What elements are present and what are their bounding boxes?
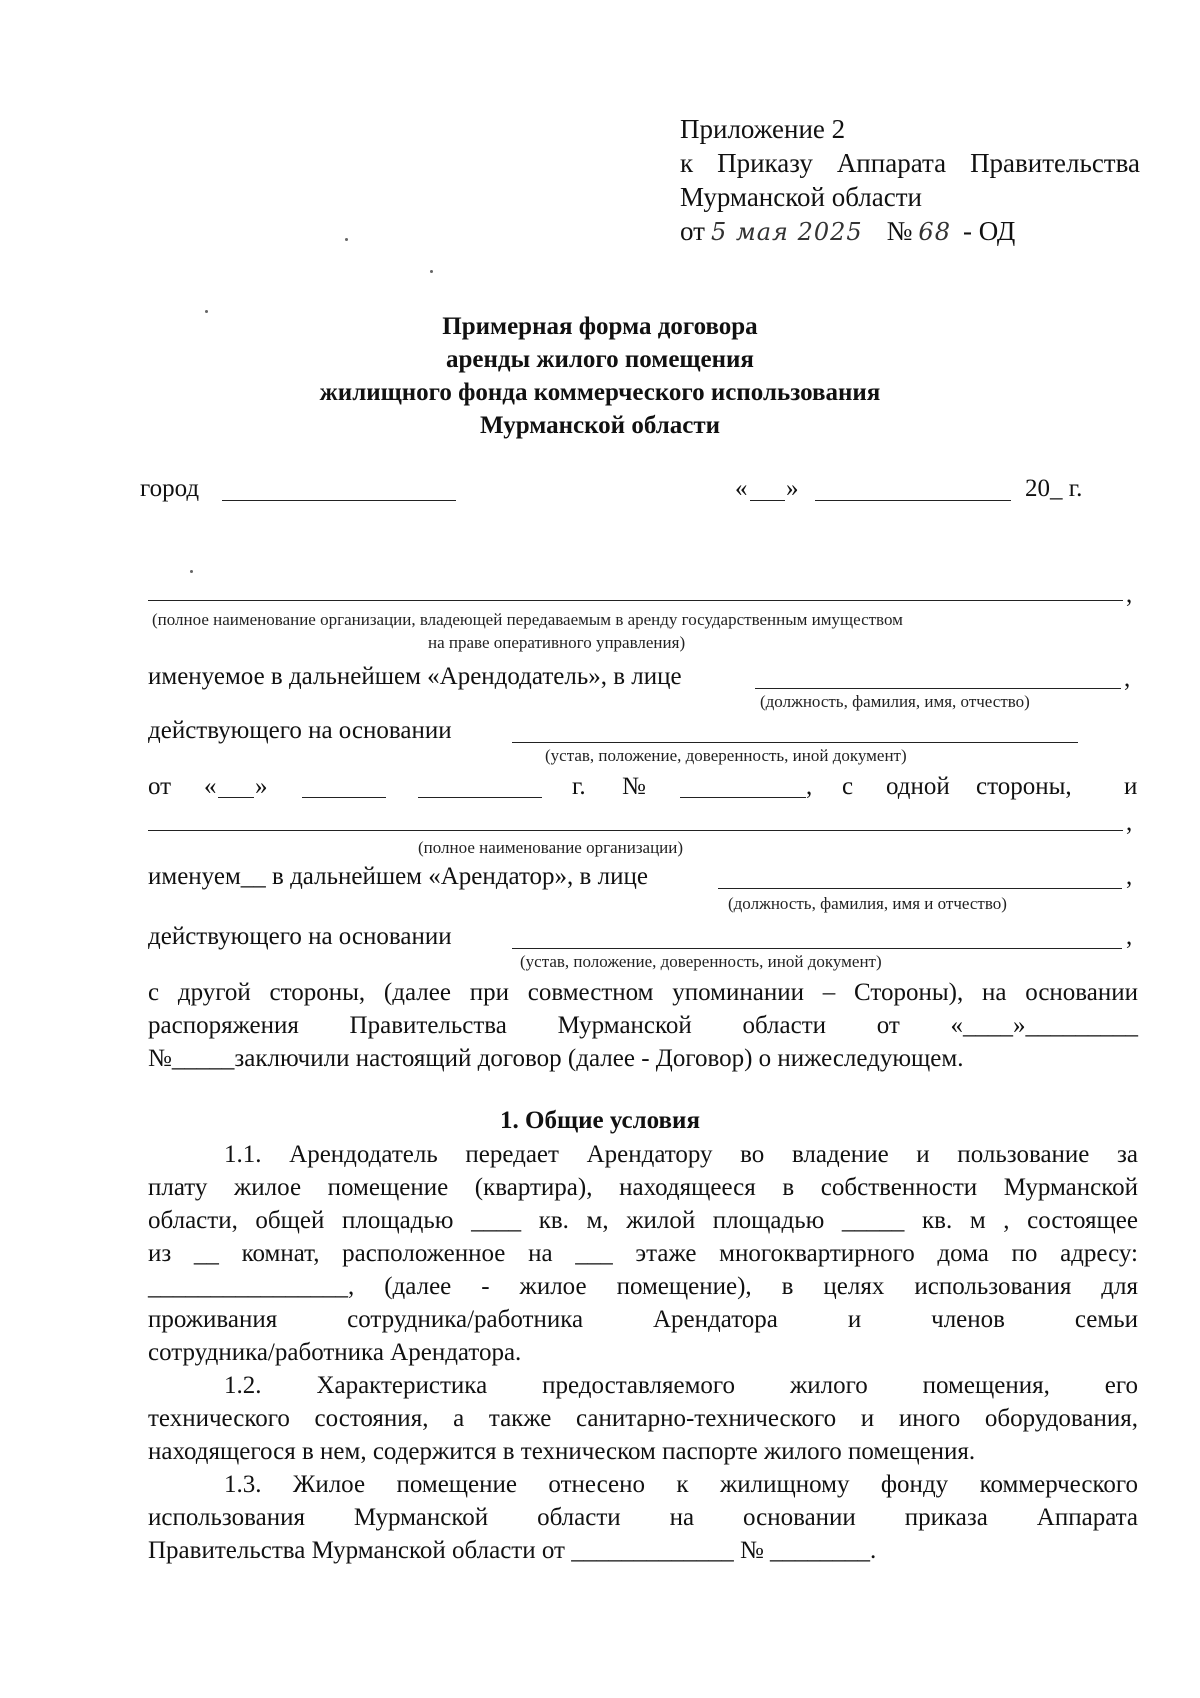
note-position-1: (должность, фамилия, имя, отчество) — [760, 692, 1030, 711]
clause-1-2 — [148, 1369, 1138, 1468]
month-field-line — [815, 500, 1011, 501]
clause-1-1 — [148, 1138, 1138, 1369]
comma: , — [1126, 923, 1133, 950]
appendix-line-3: Мурманской области — [680, 182, 922, 212]
from-label: от — [148, 773, 172, 800]
note-org-full: (полное наименование организации) — [418, 838, 684, 857]
text-line: 1.3. Жилое помещение отнесено к жилищному фонду коммерческого — [224, 1471, 1138, 1498]
note-org-2: на праве оперативного управления) — [428, 633, 686, 652]
appendix-line-1: Приложение 2 — [680, 114, 846, 144]
text-line: с другой стороны, (далее при совместном упоминании – Стороны), на основании — [148, 979, 1138, 1006]
basis-text-1: действующего на основании — [148, 717, 452, 744]
title-line: жилищного фонда коммерческого использования — [319, 379, 881, 406]
day-line — [218, 797, 254, 798]
scan-speck — [345, 238, 348, 241]
document-title — [0, 310, 1200, 442]
text-line: использования Мурманской области на основании приказа Аппарата — [148, 1504, 1138, 1531]
year-line — [418, 797, 542, 798]
comma: , — [1126, 809, 1133, 836]
text-line: 1.2. Характеристика предоставляемого жилого помещения, его — [224, 1372, 1138, 1399]
quote-close: » — [255, 773, 268, 800]
text-line: №_____заключили настоящий договор (далее - Договор) о нижеследующем. — [148, 1045, 964, 1072]
doc-number-line — [680, 797, 806, 798]
note-org-1: (полное наименование организации, владеющей передаваемым в аренду государственным имуществом — [152, 610, 903, 629]
scan-speck — [430, 270, 433, 273]
text-line: Правительства Мурманской области от _____________ № ________. — [148, 1537, 877, 1564]
basis-text-2: действующего на основании — [148, 923, 452, 950]
scan-speck — [190, 570, 193, 573]
appendix-word: к — [680, 148, 694, 178]
handwritten-date: 5 мая 2025 — [710, 218, 863, 246]
appendix-date-line — [680, 214, 1140, 249]
text-line: проживания сотрудника/работника Арендатора и членов семьи — [148, 1306, 1138, 1333]
tenant-rep-line — [718, 888, 1122, 889]
basis-line-2 — [512, 948, 1122, 949]
text-line: области, общей площадью ____ кв. м, жилой площадью _____ кв. м , состоящее — [148, 1207, 1138, 1234]
text-line: ________________, (далее - жилое помещение), в целях использования для — [148, 1273, 1138, 1300]
date-open-quote: « — [735, 475, 748, 502]
title-line: аренды жилого помещения — [446, 346, 754, 373]
appendix-word: Приказу — [717, 148, 813, 178]
note-doc-1: (устав, положение, доверенность, иной документ) — [545, 746, 907, 765]
month-line — [302, 797, 386, 798]
comma: , — [1126, 581, 1133, 608]
word: с — [842, 773, 854, 800]
day-field-line — [750, 500, 785, 501]
number-sign: № — [622, 773, 646, 800]
note-position-2: (должность, фамилия, имя и отчество) — [728, 894, 1007, 913]
date-prefix: от — [680, 216, 705, 246]
text-line: плату жилое помещение (квартира), находящееся в собственности Мурманской — [148, 1174, 1138, 1201]
section-heading: 1. Общие условия — [500, 1107, 700, 1134]
date-close-quote: » — [786, 475, 799, 502]
handwritten-number: 68 — [918, 218, 951, 246]
landlord-rep-line — [755, 688, 1121, 689]
appendix-block — [680, 112, 1140, 249]
appendix-word: Аппарата — [836, 148, 947, 178]
city-field-line — [222, 500, 456, 501]
comma: , — [806, 773, 813, 800]
comma: , — [1124, 665, 1131, 692]
tenant-text: именуем__ в дальнейшем «Арендатор», в лице — [148, 863, 648, 890]
comma: , — [1126, 863, 1133, 890]
number-suffix: - ОД — [962, 216, 1016, 246]
text-line: технического состояния, а также санитарно-технического и иного оборудования, — [148, 1405, 1138, 1432]
text-line: находящегося в нем, содержится в техническом паспорте жилого помещения. — [148, 1438, 976, 1465]
city-label: город — [140, 475, 200, 502]
quote-open: « — [204, 773, 217, 800]
title-line: Мурманской области — [479, 412, 721, 439]
appendix-word: Правительства — [970, 148, 1140, 178]
year-suffix: г. — [572, 773, 586, 800]
number-prefix: № — [886, 216, 913, 246]
appendix-line-2 — [680, 146, 1140, 180]
clause-1-3 — [148, 1468, 1138, 1567]
basis-line-1 — [512, 742, 1078, 743]
word: стороны, — [976, 773, 1072, 800]
text-line: распоряжения Правительства Мурманской области от «____»_________ — [148, 1012, 1138, 1039]
note-doc-2: (устав, положение, доверенность, иной документ) — [520, 952, 882, 971]
tenant-org-line — [148, 830, 1123, 831]
intro-paragraph — [148, 976, 1138, 1075]
org-name-line — [148, 600, 1123, 601]
year-label: 20_ г. — [1025, 475, 1083, 502]
word: и — [1124, 773, 1138, 800]
text-line: из __ комнат, расположенное на ___ этаже многоквартирного дома по адресу: — [148, 1240, 1138, 1267]
title-line: Примерная форма договора — [442, 313, 758, 340]
text-line: сотрудника/работника Арендатора. — [148, 1339, 522, 1366]
text-line: 1.1. Арендодатель передает Арендатору во владение и пользование за — [224, 1141, 1138, 1168]
landlord-text: именуемое в дальнейшем «Арендодатель», в лице — [148, 663, 682, 690]
word: одной — [886, 773, 950, 800]
